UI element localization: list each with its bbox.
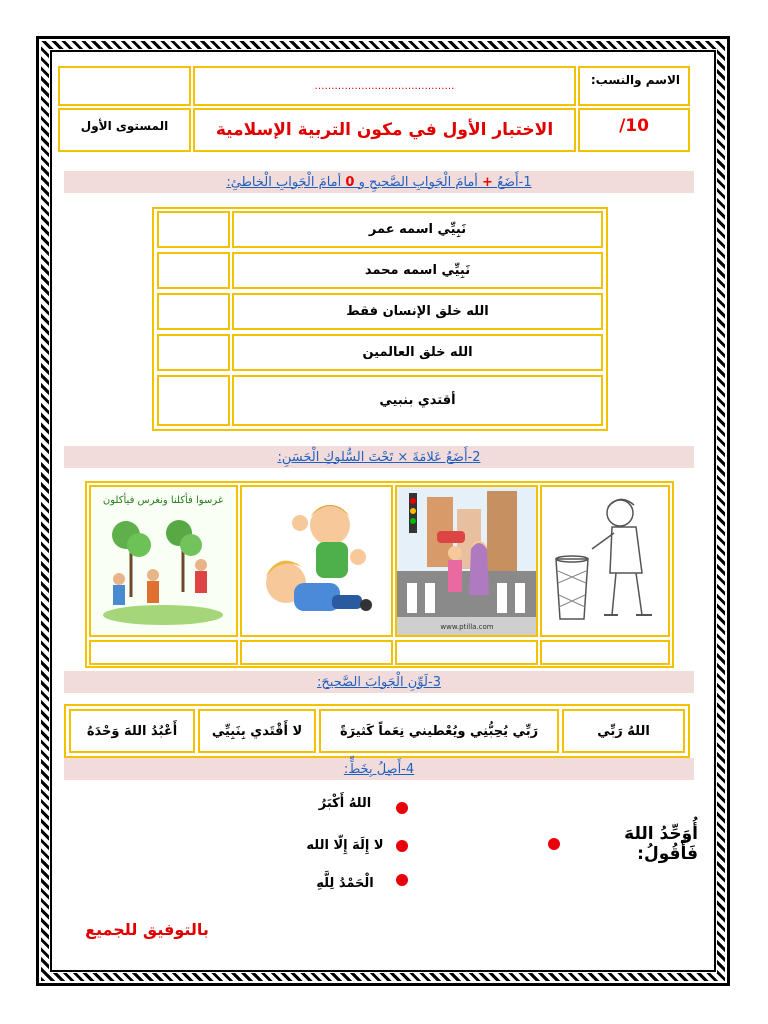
q4-item-text: الْحَمْدُ لِلَّهِ	[316, 875, 374, 891]
q1-statement	[232, 334, 603, 371]
q2-answer-cell[interactable]	[89, 640, 238, 665]
q4-item-dot[interactable]	[396, 840, 408, 852]
q2-cell-crossing	[395, 485, 538, 637]
q1-instr-post: أمامَ الْجَوابِ الْخاطئِ:	[226, 174, 342, 190]
fighting-kids-picture	[242, 487, 391, 635]
header-cell-name-label	[578, 66, 690, 106]
q1-statement	[232, 252, 603, 289]
q3-instr-text: 3-لَوِّنِ الْجَوابَ الصَّحيحَ:	[317, 674, 441, 690]
closing-text: بالتوفيق للجميع	[85, 919, 209, 939]
q1-statement-text: نَبِيِّي اسمه محمد	[364, 263, 471, 278]
q4-instruction	[64, 758, 694, 780]
q4-item-dot[interactable]	[396, 874, 408, 886]
q4-instr-text: 4-أَصِلُ بِخَطٍّ:	[343, 761, 415, 777]
q2-answer-cell[interactable]	[240, 640, 393, 665]
q1-zero-symbol: 0	[345, 174, 355, 190]
q2-cell-planting	[89, 485, 238, 637]
watermark-text: www.ptilla.com	[440, 623, 494, 631]
q4-item-text: لا إِلَهَ إِلّا الله	[306, 837, 384, 853]
q3-option[interactable]	[562, 709, 685, 753]
q2-instruction	[64, 446, 694, 468]
q2-cell-trash	[540, 485, 670, 637]
header-cell-score	[578, 108, 690, 152]
q1-answer-box[interactable]	[157, 252, 230, 289]
q3-option[interactable]	[198, 709, 316, 753]
q1-statement-text: الله خلق الإنسان فقط	[346, 304, 489, 319]
header-cell-title	[193, 108, 576, 152]
q2-answer-cell[interactable]	[395, 640, 538, 665]
q3-instruction	[64, 671, 694, 693]
q3-option-text: لا أَقْتَدي بِنَبِيِّي	[211, 723, 303, 739]
q4-item-text: اللهُ أَكْبَرُ	[318, 795, 372, 811]
name-dots: ……………………………………	[314, 80, 455, 92]
level-text: المستوى الأول	[80, 119, 169, 133]
q1-statement-text: نَبِيِّي اسمه عمر	[368, 222, 467, 237]
page-title: الاختبار الأول في مكون التربية الإسلامية	[215, 120, 554, 140]
q1-instr-pre: 1-أَضَعُ	[497, 174, 532, 190]
q2-instr-text: 2-أَضَعُ عَلامَةَ × تَحْتَ السُّلوكِ الْحَسَنِ:	[277, 449, 481, 465]
header-cell-level	[58, 108, 191, 152]
q1-plus-symbol: +	[482, 174, 493, 190]
q4-item-dot[interactable]	[396, 802, 408, 814]
crossing-street-picture	[397, 487, 536, 635]
q3-option-text: أَعْبُدُ اللهَ وَحْدَهُ	[86, 723, 178, 739]
q1-statement	[232, 211, 603, 248]
q3-option[interactable]	[319, 709, 559, 753]
score: /10	[619, 116, 649, 136]
q1-answer-box[interactable]	[157, 375, 230, 426]
q1-answer-box[interactable]	[157, 334, 230, 371]
trash-bin-picture	[542, 487, 668, 635]
q3-option-text: اللهُ رَبِّي	[597, 723, 650, 739]
name-label: الاسم والنسب:	[590, 73, 680, 87]
q4-left-phrase: أُوَحِّدُ اللهَ فَأَقُولُ:	[624, 824, 698, 864]
planting-poster-text: غرسوا فأكلنا ونغرس فيأكلون	[102, 495, 224, 506]
q1-instruction	[64, 171, 694, 193]
q1-statement	[232, 293, 603, 330]
q4-left-dot[interactable]	[548, 838, 560, 850]
q1-instr-mid: أمامَ الْجَوابِ الصَّحيحِ و	[358, 174, 478, 190]
q2-answer-cell[interactable]	[540, 640, 670, 665]
q1-statement-text: أقتدي بنبيي	[379, 393, 456, 408]
q1-statement	[232, 375, 603, 426]
q1-answer-box[interactable]	[157, 293, 230, 330]
q2-cell-fighting	[240, 485, 393, 637]
q1-statement-text: الله خلق العالمين	[362, 345, 473, 360]
header-cell-name-field[interactable]	[193, 66, 576, 106]
q1-answer-box[interactable]	[157, 211, 230, 248]
header-cell-blank	[58, 66, 191, 106]
q3-option[interactable]	[69, 709, 195, 753]
q3-option-text: رَبِّي يُحِبُّنِي ويُعْطيني نِعَماً كَثيرَةً	[339, 723, 539, 739]
planting-trees-picture	[91, 487, 236, 635]
